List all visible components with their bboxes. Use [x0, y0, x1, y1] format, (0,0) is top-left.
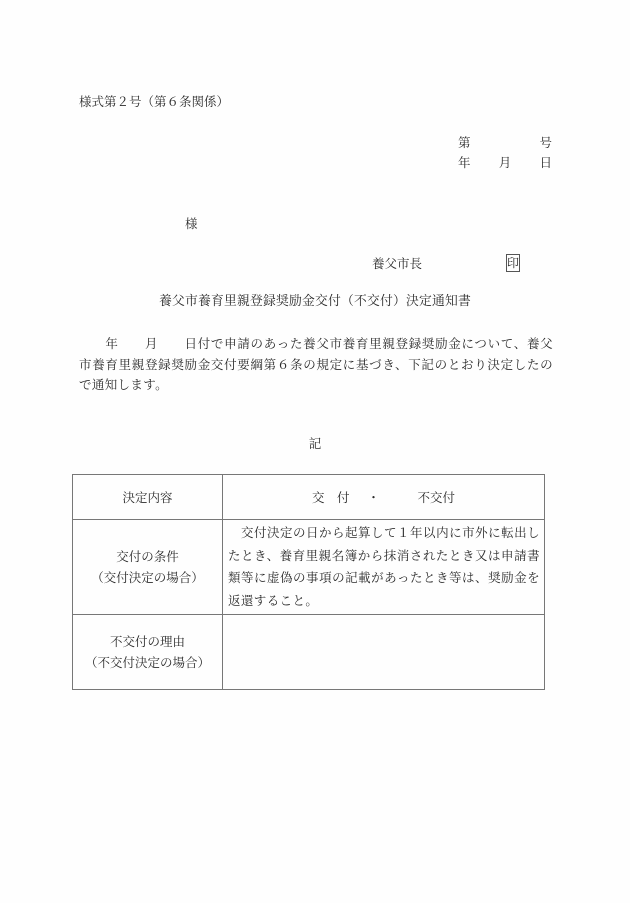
decision-choices	[223, 475, 545, 520]
form-number: 様式第２号（第６条関係）	[79, 94, 230, 109]
body-paragraph: 年 月 日付で申請のあった養父市養育里親登録奨励金について、養父市養育里親登録奨励金交付要綱第６条の規定に基づき、下記のとおり決定したので通知します。	[79, 336, 553, 392]
document-title: 養父市養育里親登録奨励金交付（不交付）決定通知書	[159, 294, 471, 309]
conditions-label	[73, 520, 223, 615]
date-month: 月	[498, 155, 512, 170]
choice-grant[interactable]: 交 付	[312, 490, 350, 505]
ki-heading: 記	[308, 436, 322, 451]
table-row-reason	[73, 615, 545, 690]
document-number	[458, 137, 552, 150]
decision-label: 決定内容	[73, 475, 223, 520]
issuer: 養父市長	[372, 256, 423, 271]
choice-no-grant[interactable]: 不交付	[417, 490, 455, 505]
decision-table	[72, 474, 545, 690]
seal-mark: 印	[507, 256, 520, 270]
conditions-text: 交付決定の日から起算して１年以内に市外に転出したとき、養育里親名簿から抹消されたとき又は申請書類等に虚偽の事項の記載があったとき等は、奨励金を返還すること。	[223, 520, 545, 615]
choice-separator: ・	[367, 490, 380, 505]
reason-label	[73, 615, 223, 690]
table-row-decision	[73, 475, 545, 520]
document-date	[458, 157, 552, 170]
conditions-label-line1: 交付の条件	[116, 549, 179, 564]
table-row-conditions	[73, 520, 545, 615]
reason-label-line1: 不交付の理由	[109, 634, 185, 649]
doc-number-prefix: 第	[458, 135, 471, 150]
conditions-label-line2: （交付決定の場合）	[91, 570, 204, 585]
addressee: 様	[185, 216, 198, 231]
reason-field[interactable]	[223, 615, 545, 690]
date-day: 日	[539, 155, 552, 170]
date-year: 年	[458, 155, 471, 170]
reason-label-line2: （不交付決定の場合）	[84, 655, 210, 670]
doc-number-suffix: 号	[539, 135, 552, 150]
